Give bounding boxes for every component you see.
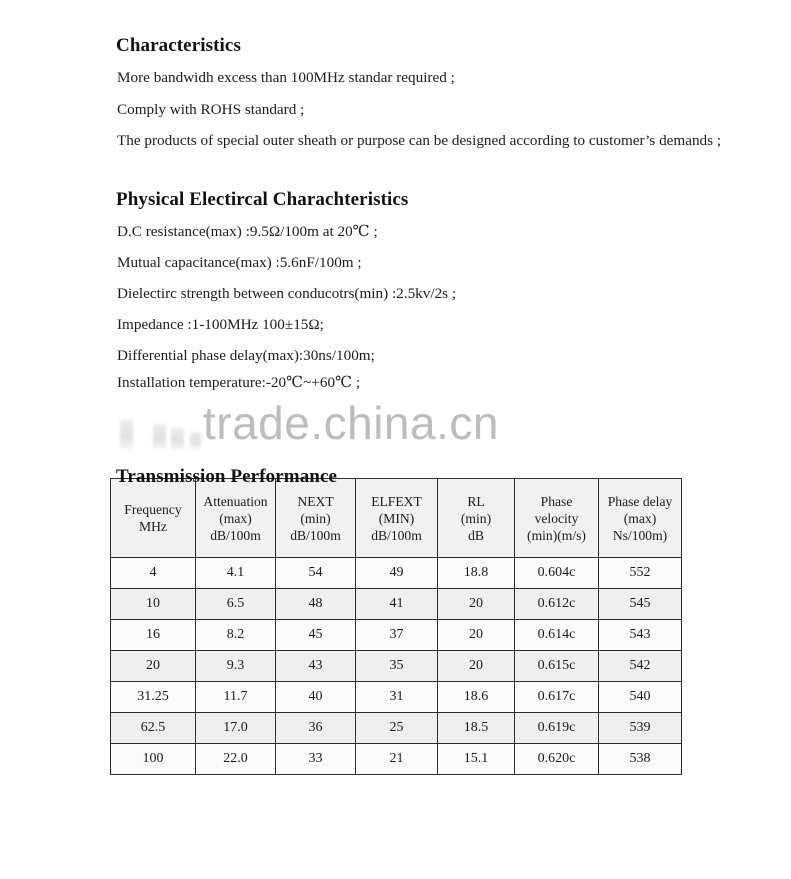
section-heading-transmission-performance: Transmission Performance bbox=[116, 465, 338, 487]
cell-phase-delay: 543 bbox=[599, 620, 682, 651]
table-row bbox=[111, 589, 682, 620]
cell-phase-velocity: 0.620c bbox=[515, 744, 599, 775]
cell-elfext: 25 bbox=[356, 713, 438, 744]
table-row bbox=[111, 558, 682, 589]
cell-rl: 15.1 bbox=[438, 744, 515, 775]
watermark bbox=[110, 398, 690, 456]
cell-attenuation: 6.5 bbox=[196, 589, 276, 620]
cell-rl: 18.8 bbox=[438, 558, 515, 589]
cell-phase-delay: 545 bbox=[599, 589, 682, 620]
cell-next: 36 bbox=[276, 713, 356, 744]
cell-rl: 18.6 bbox=[438, 682, 515, 713]
physical-line-4: Impedance :1-100MHz 100±15Ω; bbox=[117, 316, 324, 334]
cell-next: 43 bbox=[276, 651, 356, 682]
column-header-phase-delay: Phase delay (max) Ns/100m) bbox=[599, 479, 682, 558]
characteristics-line-3: The products of special outer sheath or purpose can be designed according to customer’s demands ; bbox=[117, 132, 722, 150]
cell-attenuation: 9.3 bbox=[196, 651, 276, 682]
cell-phase-delay: 538 bbox=[599, 744, 682, 775]
cell-phase-delay: 540 bbox=[599, 682, 682, 713]
cell-rl: 20 bbox=[438, 620, 515, 651]
cell-frequency: 100 bbox=[111, 744, 196, 775]
cell-elfext: 37 bbox=[356, 620, 438, 651]
cell-attenuation: 17.0 bbox=[196, 713, 276, 744]
physical-line-6: Installation temperature:-20℃~+60℃ ; bbox=[117, 374, 361, 392]
cell-rl: 20 bbox=[438, 589, 515, 620]
cell-attenuation: 11.7 bbox=[196, 682, 276, 713]
cell-next: 33 bbox=[276, 744, 356, 775]
column-header-attenuation: Attenuation (max) dB/100m bbox=[196, 479, 276, 558]
cell-phase-velocity: 0.615c bbox=[515, 651, 599, 682]
column-header-rl: RL (min) dB bbox=[438, 479, 515, 558]
table-row bbox=[111, 713, 682, 744]
cell-next: 48 bbox=[276, 589, 356, 620]
cell-frequency: 10 bbox=[111, 589, 196, 620]
cell-attenuation: 4.1 bbox=[196, 558, 276, 589]
cell-next: 54 bbox=[276, 558, 356, 589]
cell-elfext: 35 bbox=[356, 651, 438, 682]
column-header-elfext: ELFEXT (MIN) dB/100m bbox=[356, 479, 438, 558]
physical-line-3: Dielectirc strength between conducotrs(min) :2.5kv/2s ; bbox=[117, 285, 457, 303]
characteristics-line-2: Comply with ROHS standard ; bbox=[117, 101, 305, 119]
table-row bbox=[111, 744, 682, 775]
table-header-row bbox=[111, 479, 682, 558]
table-row bbox=[111, 620, 682, 651]
cell-phase-velocity: 0.614c bbox=[515, 620, 599, 651]
physical-line-2: Mutual capacitance(max) :5.6nF/100m ; bbox=[117, 254, 362, 272]
section-heading-characteristics: Characteristics bbox=[116, 34, 241, 56]
cell-phase-velocity: 0.612c bbox=[515, 589, 599, 620]
cell-phase-delay: 552 bbox=[599, 558, 682, 589]
cell-frequency: 16 bbox=[111, 620, 196, 651]
cell-next: 40 bbox=[276, 682, 356, 713]
cell-elfext: 49 bbox=[356, 558, 438, 589]
cell-elfext: 41 bbox=[356, 589, 438, 620]
table-row bbox=[111, 651, 682, 682]
column-header-phase-velocity: Phase velocity (min)(m/s) bbox=[515, 479, 599, 558]
physical-line-5: Differential phase delay(max):30ns/100m; bbox=[117, 347, 375, 365]
cell-attenuation: 8.2 bbox=[196, 620, 276, 651]
cell-phase-delay: 542 bbox=[599, 651, 682, 682]
cell-next: 45 bbox=[276, 620, 356, 651]
cell-phase-velocity: 0.619c bbox=[515, 713, 599, 744]
cell-phase-delay: 539 bbox=[599, 713, 682, 744]
cell-elfext: 31 bbox=[356, 682, 438, 713]
cell-frequency: 31.25 bbox=[111, 682, 196, 713]
transmission-performance-table bbox=[110, 478, 682, 775]
section-heading-physical-electrical: Physical Electircal Charachteristics bbox=[116, 188, 409, 210]
column-header-frequency: Frequency MHz bbox=[111, 479, 196, 558]
cell-phase-velocity: 0.604c bbox=[515, 558, 599, 589]
cell-frequency: 4 bbox=[111, 558, 196, 589]
cell-rl: 20 bbox=[438, 651, 515, 682]
cell-frequency: 20 bbox=[111, 651, 196, 682]
cell-elfext: 21 bbox=[356, 744, 438, 775]
column-header-next: NEXT (min) dB/100m bbox=[276, 479, 356, 558]
cell-phase-velocity: 0.617c bbox=[515, 682, 599, 713]
cell-frequency: 62.5 bbox=[111, 713, 196, 744]
physical-line-1: D.C resistance(max) :9.5Ω/100m at 20℃ ; bbox=[117, 223, 378, 241]
cell-rl: 18.5 bbox=[438, 713, 515, 744]
table-row bbox=[111, 682, 682, 713]
watermark-text: trade.china.cn bbox=[203, 397, 499, 449]
watermark-logo-icon bbox=[120, 416, 208, 450]
characteristics-line-1: More bandwidh excess than 100MHz standar required ; bbox=[117, 69, 455, 87]
cell-attenuation: 22.0 bbox=[196, 744, 276, 775]
